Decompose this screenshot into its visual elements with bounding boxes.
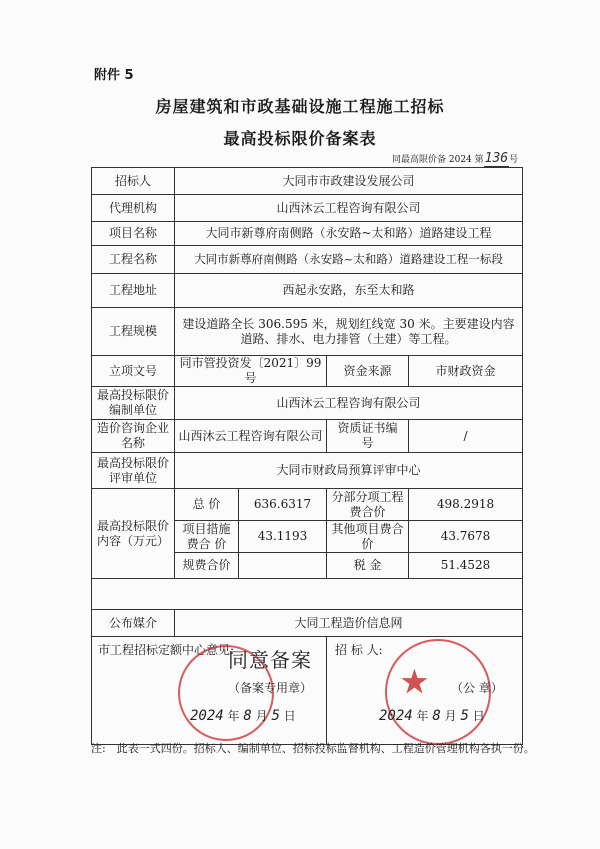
tenderer-sign-label: 招 标 人: (335, 643, 383, 657)
fee-label: 规费合价 (175, 553, 239, 579)
cert-label: 资质证书编 号 (327, 420, 409, 453)
work-location-value: 西起永安路，东至太和路 (175, 274, 523, 308)
tenderer-date-ri: 日 (472, 709, 485, 723)
tenderer-date-nian: 年 (416, 709, 429, 723)
sub-item-label: 分部分项工程费合价 (327, 489, 409, 521)
record-number (392, 151, 518, 166)
sub-item-value: 498.2918 (409, 489, 523, 521)
center-date-yue: 月 (255, 709, 268, 723)
record-suffix: 号 (509, 155, 519, 165)
tenderer-date-month: 8 (432, 708, 441, 724)
tenderer-sign-cell (327, 637, 523, 745)
tenderer-date-yue: 月 (444, 709, 457, 723)
fund-source-value: 市财政资金 (409, 356, 523, 387)
media-label: 公布媒介 (92, 610, 175, 637)
approval-value: 同市管投资发〔2021〕99 号 (175, 356, 327, 387)
table-row (92, 168, 523, 195)
table-row (92, 356, 523, 387)
record-prefix: 同最高限价备 2024 第 (392, 155, 484, 165)
center-opinion-cell (92, 637, 327, 745)
tenderer-date-year: 2024 (379, 708, 413, 724)
project-name-value: 大同市新尊府南侧路（永安路~太和路）道路建设工程 (175, 222, 523, 246)
table-row (92, 308, 523, 356)
page-title: 房屋建筑和市政基础设施工程施工招标 (155, 97, 445, 116)
center-stamp-note: （备案专用章） (228, 681, 313, 695)
table-row (92, 610, 523, 637)
table-row (92, 274, 523, 308)
record-table (91, 167, 523, 745)
total-price-value: 636.6317 (239, 489, 327, 521)
review-unit-label: 最高投标限价评审单位 (92, 453, 175, 489)
table-row (92, 637, 523, 745)
center-date-nian: 年 (227, 709, 240, 723)
prep-unit-label: 最高投标限价编制单位 (92, 387, 175, 420)
table-row (92, 489, 523, 521)
fund-source-label: 资金来源 (327, 356, 409, 387)
center-date-ri: 日 (283, 709, 296, 723)
consult-label: 造价咨询企业名称 (92, 420, 175, 453)
work-name-value: 大同市新尊府南侧路（永安路~太和路）道路建设工程一标段 (175, 246, 523, 274)
agency-value: 山西沐云工程咨询有限公司 (175, 195, 523, 222)
tax-label: 税 金 (327, 553, 409, 579)
center-date-month: 8 (243, 708, 252, 724)
table-row (92, 222, 523, 246)
prep-unit-value: 山西沐云工程咨询有限公司 (175, 387, 523, 420)
table-row (92, 195, 523, 222)
work-scale-label: 工程规模 (92, 308, 175, 356)
tenderer-label: 招标人 (92, 168, 175, 195)
review-unit-value: 大同市财政局预算评审中心 (175, 453, 523, 489)
media-value: 大同工程造价信息网 (175, 610, 523, 637)
other-item-value: 43.7678 (409, 521, 523, 553)
tax-value: 51.4528 (409, 553, 523, 579)
measure-label: 项目措施费合 价 (175, 521, 239, 553)
table-row (92, 387, 523, 420)
table-row (92, 453, 523, 489)
consult-value: 山西沐云工程咨询有限公司 (175, 420, 327, 453)
center-opinion-label: 市工程招标定额中心意见: (98, 643, 235, 657)
center-date (190, 709, 296, 724)
project-name-label: 项目名称 (92, 222, 175, 246)
other-item-label: 其他项目费合 价 (327, 521, 409, 553)
price-content-label: 最高投标限价内容（万元） (92, 489, 175, 579)
price-gap-row (92, 579, 523, 610)
table-row (92, 246, 523, 274)
tenderer-date-day: 5 (460, 708, 469, 724)
tenderer-date (379, 709, 485, 724)
table-row (92, 420, 523, 453)
fee-value (239, 553, 327, 579)
work-name-label: 工程名称 (92, 246, 175, 274)
work-location-label: 工程地址 (92, 274, 175, 308)
work-scale-value: 建设道路全长 306.595 米，规划红线宽 30 米。主要建设内容道路、排水、电力排管（土建）等工程。 (175, 308, 523, 356)
approval-label: 立项文号 (92, 356, 175, 387)
cert-value: / (409, 420, 523, 453)
attachment-label: 附件 5 (94, 68, 134, 83)
table-row (92, 579, 523, 610)
measure-value: 43.1193 (239, 521, 327, 553)
total-price-label: 总 价 (175, 489, 239, 521)
agency-label: 代理机构 (92, 195, 175, 222)
center-date-day: 5 (271, 708, 280, 724)
record-number-handwritten: 136 (484, 151, 509, 166)
page-subtitle: 最高投标限价备案表 (223, 129, 377, 148)
tenderer-value: 大同市市政建设发展公司 (175, 168, 523, 195)
tenderer-stamp-note: （公 章） (451, 681, 503, 695)
footnote: 注: 此表一式四份。招标人、编制单位、招标投标监督机构、工程造价管理机构各执一份。 (91, 742, 535, 755)
star-icon: ★ (401, 665, 428, 700)
center-date-year: 2024 (190, 708, 224, 724)
center-handwriting: 同意备案 (228, 648, 312, 672)
